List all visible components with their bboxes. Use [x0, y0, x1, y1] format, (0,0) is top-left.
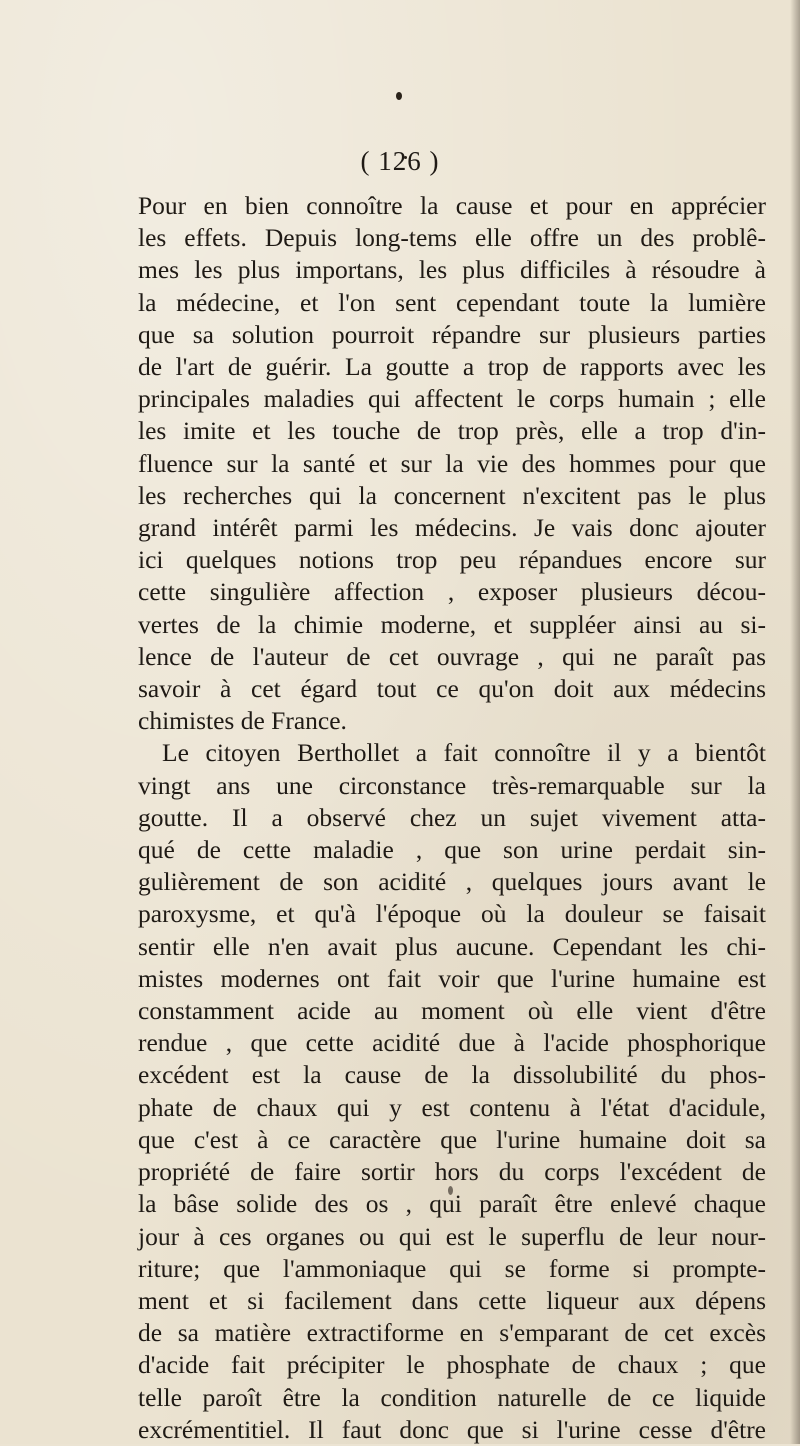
ink-speck [396, 92, 402, 100]
text-line: vertes de la chimie moderne, et suppléer ainsi au si- [138, 609, 766, 639]
text-line: de sa matière extractiforme en s'emparant de cet excès [138, 1318, 766, 1348]
text-line: ment et si facilement dans cette liqueur aux dépens [138, 1285, 766, 1315]
text-line: d'acide fait précipiter le phosphate de chaux ; que [138, 1350, 766, 1380]
text-line: la médecine, et l'on sent cependant toute la lumière [138, 287, 766, 317]
text-line: constamment acide au moment où elle vient d'être [138, 996, 766, 1026]
text-line: que c'est à ce caractère que l'urine humaine doit sa [138, 1124, 766, 1154]
text-line: propriété de faire sortir hors du corps l'excédent de [138, 1157, 766, 1187]
text-line: principales maladies qui affectent le corps humain ; elle [138, 384, 766, 414]
body-text [138, 190, 766, 1446]
text-line: jour à ces organes ou qui est le superflu de leur nour- [138, 1221, 766, 1251]
page-edge-shadow [790, 0, 800, 1444]
text-line: telle paroît être la condition naturelle de ce liquide [138, 1382, 766, 1412]
text-line: fluence sur la santé et sur la vie des hommes pour que [138, 448, 766, 478]
text-line: lence de l'auteur de cet ouvrage , qui ne paraît pas [138, 641, 766, 671]
text-line: mes les plus importans, les plus difficiles à résoudre à [138, 255, 766, 285]
text-line: gulièrement de son acidité , quelques jours avant le [138, 867, 766, 897]
text-line: rendue , que cette acidité due à l'acide phosphorique [138, 1028, 766, 1058]
text-line: vingt ans une circonstance très-remarquable sur la [138, 770, 766, 800]
text-line: de l'art de guérir. La goutte a trop de rapports avec les [138, 352, 766, 382]
text-line: savoir à cet égard tout ce qu'on doit aux médecins [138, 674, 766, 704]
text-line: sentir elle n'en avait plus aucune. Cependant les chi- [138, 931, 766, 961]
text-line: la bâse solide des os , qui paraît être enlevé chaque [138, 1189, 766, 1219]
text-line: cette singulière affection , exposer plusieurs décou- [138, 577, 766, 607]
text-line: phate de chaux qui y est contenu à l'état d'acidule, [138, 1092, 766, 1122]
text-line: paroxysme, et qu'à l'époque où la douleur se faisait [138, 899, 766, 929]
text-line: Le citoyen Berthollet a fait connoître il y a bientôt [162, 738, 766, 768]
text-line: les effets. Depuis long-tems elle offre un des problê- [138, 223, 766, 253]
text-line: les imite et les touche de trop près, elle a trop d'in- [138, 416, 766, 446]
text-line: excrémentitiel. Il faut donc que si l'urine cesse d'être [138, 1414, 766, 1444]
text-line: riture; que l'ammoniaque qui se forme si prompte- [138, 1253, 766, 1283]
text-line: grand intérêt parmi les médecins. Je vais donc ajouter [138, 513, 766, 543]
text-line: chimistes de France. [138, 706, 347, 736]
text-line: Pour en bien connoître la cause et pour en apprécier [138, 191, 766, 220]
text-line: goutte. Il a observé chez un sujet vivement atta- [138, 802, 766, 832]
page-number: ( 126 ) [360, 146, 440, 176]
text-line: ici quelques notions trop peu répandues encore sur [138, 545, 766, 575]
text-line: mistes modernes ont fait voir que l'urine humaine est [138, 963, 766, 993]
text-line: excédent est la cause de la dissolubilité du phos- [138, 1060, 766, 1090]
text-line: que sa solution pourroit répandre sur plusieurs parties [138, 319, 766, 349]
text-line: les recherches qui la concernent n'excitent pas le plus [138, 480, 766, 510]
text-line: qué de cette maladie , que son urine perdait sin- [138, 835, 766, 865]
